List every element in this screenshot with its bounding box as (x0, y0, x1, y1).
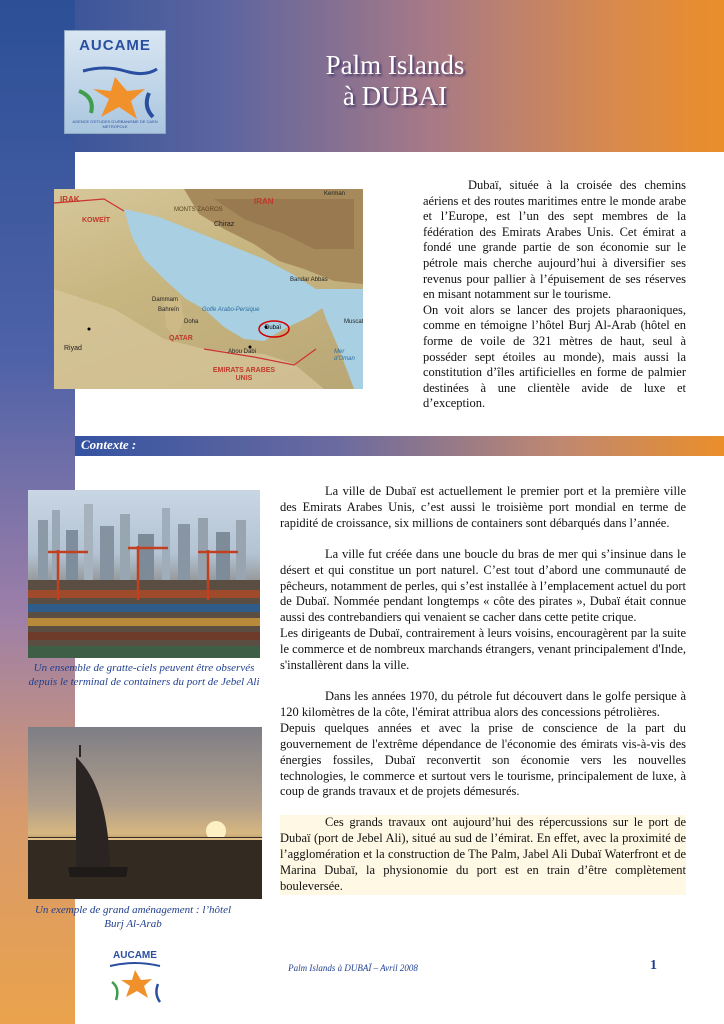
body-paragraph-2: La ville fut créée dans une boucle du bras de mer qui s’insinue dans le désert et qui constitue un port naturel. C’est tout d’abord une communauté de pêcheurs, notamment de perles, qui s’est installée à l’emplacement actuel du port de Dubaï. Nommée pendant longtemps « côte des pirates », Dubaï était connue aussi des contrebandiers qui venaient se cacher dans cette petite crique. (280, 546, 686, 625)
title-line-2: à DUBAI (342, 81, 448, 111)
section-header-contexte (75, 436, 724, 456)
body-paragraph-1: La ville de Dubaï est actuellement le premier port et la première ville des Emirats Arabes Unis, c’est aussi le troisième port mondial en terme de rapidité de croissance, six millions de containers sont débarqués dans l’année. (280, 484, 686, 530)
map-label-dammam: Dammam (152, 297, 179, 303)
caption-photo-1: Un ensemble de gratte-ciels peuvent être observés depuis le terminal de containers du port de Jebel Ali (28, 662, 260, 688)
body-text (280, 484, 686, 895)
map-label-bandar: Bandar Abbas (290, 277, 328, 283)
map-label-dubai: Dubaï (265, 325, 282, 331)
map-label-qatar: QATAR (169, 335, 193, 342)
aucame-logo-footer (104, 950, 166, 1014)
map-label-mer: Mer d'Oman (334, 349, 355, 362)
logo-subtext: AGENCE D'ETUDES D'URBANISME DE CAEN METROPOLE (72, 119, 158, 129)
body-paragraph-3: Les dirigeants de Dubaï, contrairement à leurs voisins, encouragèrent par la suite le commerce et de nombreux marchands étrangers, venant principalement d'Inde, s'installèrent dans la ville. (280, 626, 686, 673)
intro-text (423, 178, 686, 412)
body-paragraph-4: Dans les années 1970, du pétrole fut découvert dans le golfe persique à 120 kilomètres de la côte, l'émirat attribua alors des concessions pétrolières. (280, 688, 686, 719)
page-title (250, 50, 540, 112)
map-label-doha: Doha (184, 319, 199, 325)
body-paragraph-6: Ces grands travaux ont aujourd’hui des répercussions sur le port de Dubaï (port de Jebel Ali), situé au sud de l’émirat. En effet, avec la proximité de l’agglomération et la construction de The Palm, Jabel Ali Dubaï Waterfront et de Marina Dubaï, la physionomie du port est en train d’être complètement bouleversée. (280, 815, 686, 893)
map-label-iran: IRAN (254, 197, 274, 206)
photo-burj-al-arab (28, 727, 262, 899)
map-label-riyad: Riyad (64, 345, 82, 352)
photo-jebel-ali-port (28, 490, 260, 658)
map-label-chiraz: Chiraz (214, 221, 235, 228)
body-paragraph-5: Depuis quelques années et avec la prise de conscience de la part du gouvernement de l'extrême dépendance de l'économie des émirats vis-à-vis des énergies fossiles, Dubaï reconvertit son économie vers les nouvelles technologies, le commerce et surtout vers le tourisme, principalement de luxe, à coup de grands travaux et de projets démesurés. (280, 720, 686, 799)
map-label-monts: MONTS ZAGROS (174, 207, 223, 213)
map-label-kerman: Kerman (324, 191, 346, 197)
intro-paragraph-1: Dubaï, située à la croisée des chemins aériens et des routes maritimes entre le monde arabe et l’Europe, est l’un des sept membres de la fédération des Emirats Arabes Unis. Cet émirat a fondé une grande partie de son économie sur le pétrole mais cherche aujourd’hui à diversifier ses revenus pour pallier à l’épuisement de ses réserves en misant notamment sur le tourisme. (423, 178, 686, 302)
map-label-koweit: KOWEÏT (82, 217, 110, 224)
caption-photo-2: Un exemple de grand aménagement : l’hôtel Burj Al-Arab (34, 904, 232, 930)
footer-text: Palm Islands à DUBAÏ – Avril 2008 (288, 963, 418, 973)
map-label-bahrein: Bahreïn (158, 307, 180, 313)
map-label-muscat: Muscat (344, 319, 363, 325)
aucame-logo (64, 30, 166, 134)
title-line-1: Palm Islands (325, 50, 465, 80)
map-label-abou-dabi: Abou Dabi (228, 349, 257, 355)
map-label-emirats: EMIRATS ARABES UNIS (212, 367, 276, 382)
region-map (54, 189, 363, 389)
section-heading: Contexte : (81, 437, 137, 452)
logo-text: AUCAME (79, 37, 151, 54)
footer-logo-text: AUCAME (113, 950, 157, 961)
map-label-irak: IRAK (60, 195, 80, 204)
skyline-graphic (28, 490, 260, 658)
footer-logo-star-icon (104, 950, 166, 1014)
intro-paragraph-2: On voit alors se lancer des projets pharaoniques, comme en témoigne l’hôtel Burj Al-Arab (hôtel en forme de voile de 321 mètres de haut, seul à posséder sept étoiles au monde), mais aussi la constitution d’îles artificielles en forme de palmier destinées à une clientèle avide de luxe et d’exception. (423, 302, 686, 411)
page-number: 1 (650, 958, 657, 973)
map-label-golfe: Golfe Arabo-Persique (202, 307, 260, 313)
burj-graphic (28, 727, 262, 899)
